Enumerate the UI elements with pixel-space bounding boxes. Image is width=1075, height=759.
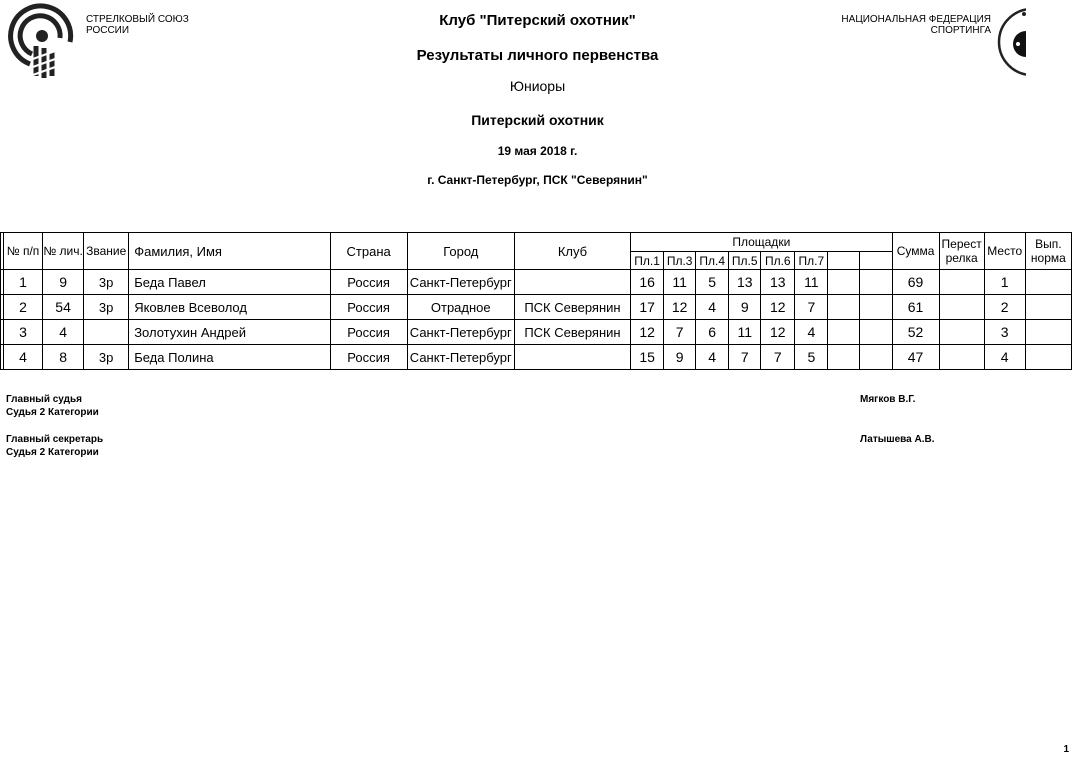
- secretary-name: Латышева А.В.: [860, 434, 935, 445]
- ground-label: Пл.1: [631, 252, 664, 270]
- ground-label: Пл.4: [696, 252, 729, 270]
- org-right-line1: НАЦИОНАЛЬНАЯ ФЕДЕРАЦИЯ: [841, 14, 991, 25]
- cell-country: Россия: [330, 320, 407, 345]
- col-sum: Сумма: [892, 233, 939, 270]
- cell-place: 1: [984, 270, 1025, 295]
- cell-score: 15: [631, 345, 664, 370]
- col-shootoff: Перестрелка: [939, 233, 984, 270]
- cell-name: Беда Павел: [129, 270, 330, 295]
- cell-city: Санкт-Петербург: [407, 270, 514, 295]
- col-norm: Вып. норма: [1025, 233, 1071, 270]
- col-place: Место: [984, 233, 1025, 270]
- cell-score: 12: [761, 320, 795, 345]
- cell-rank: [84, 320, 129, 345]
- header-row: [1, 233, 1072, 252]
- cell-shootoff: [939, 345, 984, 370]
- category: Юниоры: [509, 78, 566, 94]
- secretary-role: Главный секретарь: [6, 434, 104, 445]
- ground-label-empty: [828, 252, 860, 270]
- cell-name: Золотухин Андрей: [129, 320, 330, 345]
- cell-club: [514, 345, 630, 370]
- cell-city: Санкт-Петербург: [407, 345, 514, 370]
- cell-score-empty: [860, 345, 892, 370]
- cell-score-empty: [828, 345, 860, 370]
- cell-score: 7: [795, 295, 828, 320]
- judge-block: [6, 393, 99, 419]
- cell-sum: 52: [892, 320, 939, 345]
- cell-num: 4: [4, 345, 43, 370]
- results-body: [1, 270, 1072, 370]
- cell-country: Россия: [330, 295, 407, 320]
- cell-lic: 9: [43, 270, 84, 295]
- cell-score: 9: [664, 345, 696, 370]
- ground-label: Пл.3: [664, 252, 696, 270]
- table-row: [1, 345, 1072, 370]
- cell-city: Отрадное: [407, 295, 514, 320]
- cell-score: 7: [761, 345, 795, 370]
- cell-city: Санкт-Петербург: [407, 320, 514, 345]
- cell-score: 13: [729, 270, 761, 295]
- cell-place: 3: [984, 320, 1025, 345]
- ground-label-empty: [860, 252, 892, 270]
- cell-score: 17: [631, 295, 664, 320]
- cell-place: 4: [984, 345, 1025, 370]
- judge-category: Судья 2 Категории: [6, 407, 99, 418]
- ground-label: Пл.5: [729, 252, 761, 270]
- cell-lic: 8: [43, 345, 84, 370]
- page-number: 1: [1063, 744, 1069, 755]
- cell-norm: [1025, 270, 1071, 295]
- club-title: Клуб "Питерский охотник": [439, 12, 636, 29]
- cell-norm: [1025, 295, 1071, 320]
- cell-score: 16: [631, 270, 664, 295]
- ground-label: Пл.7: [795, 252, 828, 270]
- cell-num: 1: [4, 270, 43, 295]
- cell-norm: [1025, 320, 1071, 345]
- event-name: Питерский охотник: [471, 112, 604, 128]
- col-num: № п/п: [4, 233, 43, 270]
- col-rank: Звание: [84, 233, 129, 270]
- org-left-line2: РОССИИ: [86, 25, 130, 36]
- cell-score: 7: [664, 320, 696, 345]
- col-lic: № лич.: [43, 233, 84, 270]
- cell-score: 12: [664, 295, 696, 320]
- cell-score: 9: [729, 295, 761, 320]
- cell-score-empty: [828, 270, 860, 295]
- event-date: 19 мая 2018 г.: [497, 144, 578, 158]
- cell-score: 12: [631, 320, 664, 345]
- cell-rank: 3р: [84, 295, 129, 320]
- cell-sum: 47: [892, 345, 939, 370]
- cell-country: Россия: [330, 270, 407, 295]
- cell-score: 4: [696, 345, 729, 370]
- cell-score: 4: [795, 320, 828, 345]
- cell-score-empty: [828, 320, 860, 345]
- org-left-line1: СТРЕЛКОВЫЙ СОЮЗ: [86, 14, 189, 25]
- table-row: [1, 270, 1072, 295]
- cell-club: [514, 270, 630, 295]
- secretary-category: Судья 2 Категории: [6, 447, 99, 458]
- cell-score: 11: [664, 270, 696, 295]
- cell-score: 7: [729, 345, 761, 370]
- cell-num: 2: [4, 295, 43, 320]
- judge-name: Мягков В.Г.: [860, 394, 916, 405]
- cell-country: Россия: [330, 345, 407, 370]
- cell-shootoff: [939, 320, 984, 345]
- cell-score: 4: [696, 295, 729, 320]
- org-right-line2: СПОРТИНГА: [930, 25, 991, 36]
- cell-name: Яковлев Всеволод: [129, 295, 330, 320]
- judge-role: Главный судья: [6, 394, 82, 405]
- cell-rank: 3р: [84, 345, 129, 370]
- col-grounds: Площадки: [631, 233, 892, 252]
- cell-norm: [1025, 345, 1071, 370]
- cell-rank: 3р: [84, 270, 129, 295]
- table-row: [1, 320, 1072, 345]
- cell-club: ПСК Северянин: [514, 295, 630, 320]
- cell-place: 2: [984, 295, 1025, 320]
- cell-shootoff: [939, 270, 984, 295]
- cell-score-empty: [860, 270, 892, 295]
- col-name: Фамилия, Имя: [129, 233, 330, 270]
- page-title: Результаты личного первенства: [416, 47, 659, 64]
- cell-lic: 4: [43, 320, 84, 345]
- col-city: Город: [407, 233, 514, 270]
- results-table: [0, 232, 1072, 370]
- cell-score-empty: [860, 320, 892, 345]
- ground-label: Пл.6: [761, 252, 795, 270]
- cell-score: 5: [795, 345, 828, 370]
- cell-club: ПСК Северянин: [514, 320, 630, 345]
- cell-sum: 61: [892, 295, 939, 320]
- table-row: [1, 295, 1072, 320]
- cell-shootoff: [939, 295, 984, 320]
- cell-score-empty: [860, 295, 892, 320]
- cell-score: 5: [696, 270, 729, 295]
- cell-score-empty: [828, 295, 860, 320]
- cell-score: 11: [795, 270, 828, 295]
- cell-score: 13: [761, 270, 795, 295]
- secretary-block: [6, 433, 103, 459]
- cell-num: 3: [4, 320, 43, 345]
- col-country: Страна: [330, 233, 407, 270]
- event-location: г. Санкт-Петербург, ПСК "Северянин": [427, 173, 648, 187]
- cell-sum: 69: [892, 270, 939, 295]
- cell-score: 6: [696, 320, 729, 345]
- cell-name: Беда Полина: [129, 345, 330, 370]
- cell-lic: 54: [43, 295, 84, 320]
- cell-score: 11: [729, 320, 761, 345]
- cell-score: 12: [761, 295, 795, 320]
- col-club: Клуб: [514, 233, 630, 270]
